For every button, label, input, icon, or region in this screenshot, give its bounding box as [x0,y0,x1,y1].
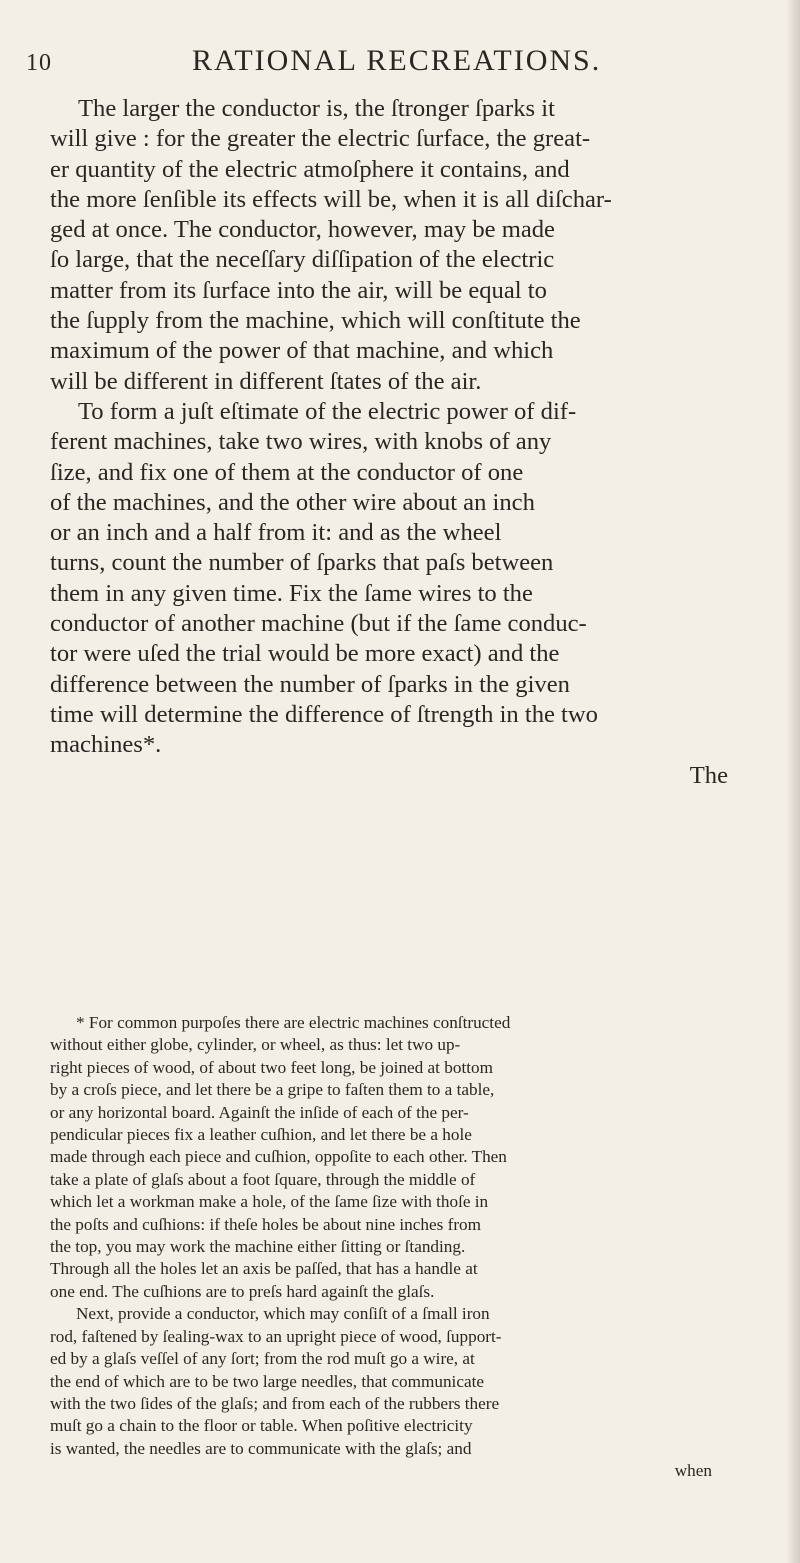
body-line: turns, count the number of ſparks that paſs between [50,549,554,577]
body-line: difference between the number of ſparks in the given [50,670,570,698]
footnote-line: without either globe, cylinder, or wheel, as thus: let two up- [50,1035,461,1055]
page-edge-shadow [786,0,800,1563]
page-number: 10 [26,50,52,76]
body-line: tor were uſed the trial would be more exact) and the [50,640,560,668]
body-line: them in any given time. Fix the ſame wires to the [50,579,533,607]
footnote-line: made through each piece and cuſhion, oppoſite to each other. Then [50,1147,507,1167]
body-line: The larger the conductor is, the ſtronger ſparks it [78,95,555,122]
footnote-line: one end. The cuſhions are to preſs hard againſt the glaſs. [50,1281,435,1301]
footnote-line: which let a workman make a hole, of the ſame ſize with thoſe in [50,1192,489,1212]
footnote-line: when [674,1461,712,1481]
footnote-line: the poſts and cuſhions: if theſe holes be about nine inches from [50,1214,482,1234]
page-header [22,44,762,84]
footnote-line: is wanted, the needles are to communicate with the glaſs; and [50,1438,472,1458]
footnote-line: Next, provide a conductor, which may conſiſt of a ſmall iron [76,1304,490,1324]
footnote-line: * For common purpoſes there are electric machines conſtructed [76,1013,511,1032]
running-head: RATIONAL RECREATIONS. [192,44,602,77]
footnote-line: pendicular pieces fix a leather cuſhion, and let there be a hole [50,1125,472,1145]
footnote-line: muſt go a chain to the floor or table. When poſitive electricity [50,1416,473,1436]
footnote-line: with the two ſides of the glaſs; and from each of the rubbers there [50,1393,500,1413]
footnote-line: Through all the holes let an axis be paſſed, that has a handle at [50,1259,478,1279]
footnote-line: ed by a glaſs veſſel of any ſort; from the rod muſt go a wire, at [50,1349,475,1369]
body-line: time will determine the difference of ſtrength in the two [50,700,598,728]
body-line: will give : for the greater the electric ſurface, the great- [50,125,591,153]
body-line: or an inch and a half from it: and as the wheel [50,519,502,547]
body-line: maximum of the power of that machine, and which [50,337,554,365]
body-line: of the machines, and the other wire about an inch [50,488,535,516]
footnote-line: or any horizontal board. Againſt the inſide of each of the per- [50,1102,469,1122]
footnote-line: take a plate of glaſs about a foot ſquare, through the middle of [50,1169,476,1189]
body-line: matter from its ſurface into the air, will be equal to [50,276,547,304]
catchword: The [689,761,728,789]
body-line: ſize, and fix one of them at the conductor of one [50,458,524,486]
footnote [50,1012,742,1483]
footnote-line: rod, faſtened by ſealing-wax to an upright piece of wood, ſupport- [50,1326,502,1346]
body-line: the ſupply from the machine, which will conſtitute the [50,307,581,335]
footnote-line: by a croſs piece, and let there be a gripe to faſten them to a table, [50,1080,495,1100]
body-text [50,94,746,791]
body-line: conductor of another machine (but if the ſame conduc- [50,610,587,638]
footnote-line: the end of which are to be two large needles, that communicate [50,1371,484,1391]
body-line: will be different in different ſtates of the air. [50,367,482,395]
body-line: To form a juſt eſtimate of the electric power of dif- [78,397,577,425]
footnote-line: the top, you may work the machine either ſitting or ſtanding. [50,1237,466,1257]
footnote-line: right pieces of wood, of about two feet long, be joined at bottom [50,1057,493,1077]
body-line: ged at once. The conductor, however, may be made [50,216,555,244]
body-line: ſo large, that the neceſſary diſſipation of the electric [50,246,555,274]
body-line: machines*. [50,731,162,759]
body-line: the more ſenſible its effects will be, when it is all diſchar- [50,185,612,213]
body-line: ferent machines, take two wires, with knobs of any [50,428,552,456]
body-line: er quantity of the electric atmoſphere it contains, and [50,155,570,183]
